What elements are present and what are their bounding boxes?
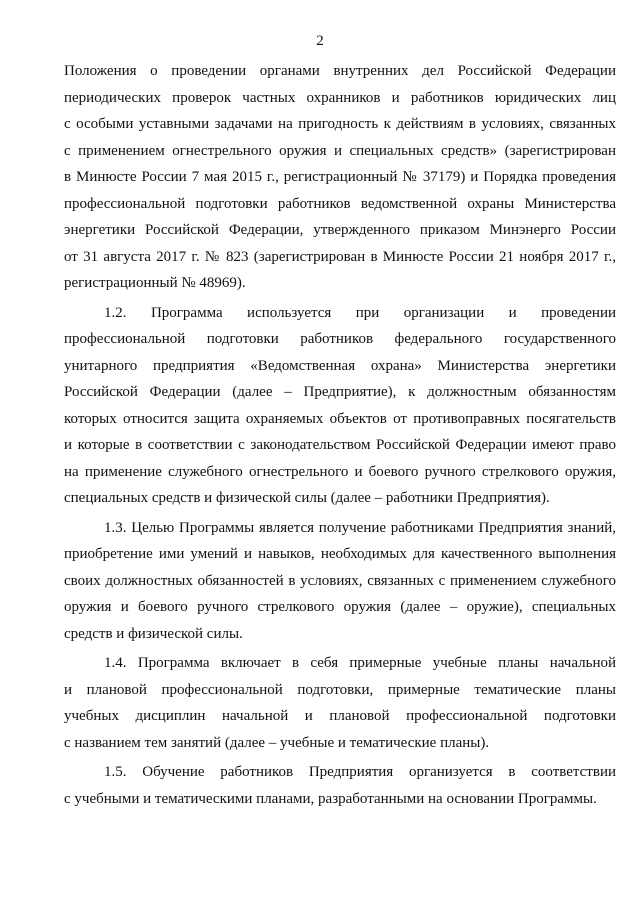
paragraph-1-4 [64, 650, 616, 756]
text-line: с учебными и тематическими планами, разработанными на основании Программы. [64, 790, 597, 807]
text-line: 1.5. Обучение работников Предприятия организуется в соответствии [104, 764, 616, 780]
text-line: унитарного предприятия «Ведомственная охрана» Министерства энергетики [64, 357, 616, 374]
text-line: периодических проверок частных охранников и работников юридических лиц [64, 89, 616, 106]
text-line: энергетики Российской Федерации, утвержденного приказом Минэнерго России [64, 222, 616, 238]
paragraph-1-2 [64, 300, 616, 512]
text-line: своих должностных обязанностей в условиях, связанных с применением служебного [64, 572, 616, 589]
text-line: и плановой профессиональной подготовки, примерные тематические планы [64, 681, 616, 698]
text-line: учебных дисциплин начальной и плановой профессиональной подготовки [64, 708, 616, 724]
text-line: регистрационный № 48969). [64, 275, 246, 291]
text-line: Российской Федерации (далее – Предприятие), к должностным обязанностям [64, 384, 616, 400]
text-line: Положения о проведении органами внутренних дел Российской Федерации [64, 63, 616, 79]
text-line: с особыми уставными задачами на пригодность к действиям в условиях, связанных [64, 116, 616, 132]
text-line: на применение служебного огнестрельного и боевого ручного стрелкового оружия, [64, 463, 616, 480]
page-number: 2 [316, 33, 324, 49]
text-line: средств и физической силы. [64, 625, 243, 642]
text-line: приобретение ими умений и навыков, необходимых для качественного выполнения [64, 546, 616, 562]
text-line: 1.3. Целью Программы является получение работниками Предприятия знаний, [104, 519, 616, 536]
text-line: профессиональной подготовки работников федерального государственного [64, 331, 616, 347]
document-body [64, 58, 616, 812]
text-line: с применением огнестрельного оружия и специальных средств» (зарегистрирован [64, 142, 616, 159]
text-line: которых относится защита охраняемых объектов от противоправных посягательств [64, 410, 616, 427]
text-line: в Минюсте России 7 мая 2015 г., регистрационный № 37179) и Порядка проведения [64, 169, 616, 185]
text-line: оружия и боевого ручного стрелкового оружия (далее – оружие), специальных [64, 599, 616, 615]
text-line: 1.4. Программа включает в себя примерные учебные планы начальной [104, 655, 616, 671]
text-line: с названием тем занятий (далее – учебные и тематические планы). [64, 734, 490, 751]
paragraph-1-3 [64, 515, 616, 648]
text-line: профессиональной подготовки работников ведомственной охраны Министерства [64, 195, 616, 212]
text-line: 1.2. Программа используется при организации и проведении [104, 304, 616, 321]
paragraph-1-5 [64, 759, 616, 812]
text-line: и которые в соответствии с законодательством Российской Федерации имеют право [64, 437, 616, 453]
text-line: от 31 августа 2017 г. № 823 (зарегистрирован в Минюсте России 21 ноября 2017 г., [64, 248, 616, 265]
paragraph-continuation [64, 58, 616, 297]
text-line: специальных средств и физической силы (далее – работники Предприятия). [64, 490, 550, 506]
